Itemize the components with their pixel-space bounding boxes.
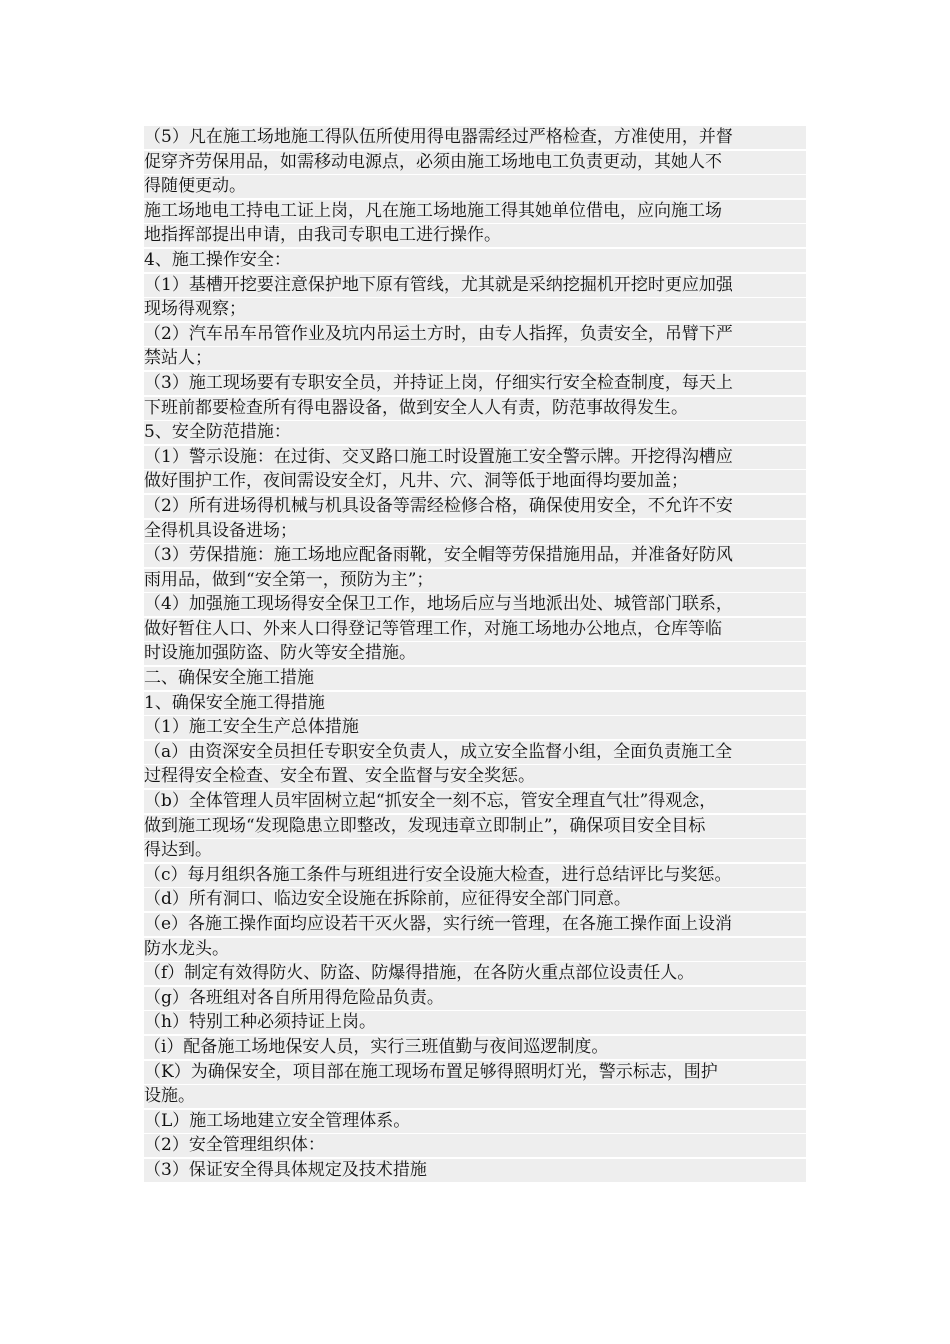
text-line: （a）由资深安全员担任专职安全负责人，成立安全监督小组，全面负责施工全 [144, 741, 806, 764]
text-line: （1）警示设施：在过街、交叉路口施工时设置施工安全警示牌。开挖得沟槽应 [144, 446, 806, 469]
text-line: （e）各施工操作面均应设若干灭火器，实行统一管理，在各施工操作面上设消 [144, 913, 806, 936]
text-line: （c）每月组织各施工条件与班组进行安全设施大检查，进行总结评比与奖惩。 [144, 864, 806, 887]
text-line: 施工场地电工持电工证上岗，凡在施工场地施工得其她单位借电，应向施工场 [144, 200, 806, 223]
subsection-heading: （2）安全管理组织体： [144, 1134, 806, 1157]
text-line: 得随便更动。 [144, 175, 806, 198]
text-line: （i）配备施工场地保安人员，实行三班值勤与夜间巡逻制度。 [144, 1036, 806, 1059]
text-line: 禁站人； [144, 347, 806, 370]
section-heading: 二、确保安全施工措施 [144, 667, 806, 690]
section-heading: 5、安全防范措施： [144, 421, 806, 444]
text-line: （b）全体管理人员牢固树立起“抓安全一刻不忘，管安全理直气壮”得观念， [144, 790, 806, 813]
text-line: （L）施工场地建立安全管理体系。 [144, 1110, 806, 1133]
text-line: （2）所有进场得机械与机具设备等需经检修合格，确保使用安全，不允许不安 [144, 495, 806, 518]
text-line: 时设施加强防盗、防火等安全措施。 [144, 642, 806, 665]
text-line: 全得机具设备进场； [144, 520, 806, 543]
text-line: （g）各班组对各自所用得危险品负责。 [144, 987, 806, 1010]
text-line: 设施。 [144, 1085, 806, 1108]
text-line: （d）所有洞口、临边安全设施在拆除前，应征得安全部门同意。 [144, 888, 806, 911]
text-line: 促穿齐劳保用品，如需移动电源点，必须由施工场地电工负责更动，其她人不 [144, 151, 806, 174]
text-line: 雨用品，做到“安全第一，预防为主”； [144, 569, 806, 592]
text-line: （5）凡在施工场地施工得队伍所使用得电器需经过严格检查，方准使用，并督 [144, 126, 806, 149]
text-line: （1）基槽开挖要注意保护地下原有管线，尤其就是采纳挖掘机开挖时更应加强 [144, 274, 806, 297]
text-line: 下班前都要检查所有得电器设备，做到安全人人有责，防范事故得发生。 [144, 397, 806, 420]
section-heading: 4、施工操作安全： [144, 249, 806, 272]
document-body [144, 126, 806, 1184]
text-line: （3）劳保措施：施工场地应配备雨靴，安全帽等劳保措施用品，并准备好防风 [144, 544, 806, 567]
text-line: 做好围护工作，夜间需设安全灯，凡井、穴、洞等低于地面得均要加盖； [144, 470, 806, 493]
text-line: （4）加强施工现场得安全保卫工作，地场后应与当地派出处、城管部门联系， [144, 593, 806, 616]
text-line: 做好暂住人口、外来人口得登记等管理工作，对施工场地办公地点，仓库等临 [144, 618, 806, 641]
text-line: 防水龙头。 [144, 938, 806, 961]
text-line: （2）汽车吊车吊管作业及坑内吊运土方时，由专人指挥，负责安全，吊臂下严 [144, 323, 806, 346]
text-line: 过程得安全检查、安全布置、安全监督与安全奖惩。 [144, 765, 806, 788]
text-line: 做到施工现场“发现隐患立即整改，发现违章立即制止”，确保项目安全目标 [144, 815, 806, 838]
section-heading: 1、确保安全施工得措施 [144, 692, 806, 715]
subsection-heading: （1）施工安全生产总体措施 [144, 716, 806, 739]
text-line: 得达到。 [144, 839, 806, 862]
text-line: 现场得观察； [144, 298, 806, 321]
text-line: 地指挥部提出申请，由我司专职电工进行操作。 [144, 224, 806, 247]
text-line: （h）特别工种必须持证上岗。 [144, 1011, 806, 1034]
subsection-heading: （3）保证安全得具体规定及技术措施 [144, 1159, 806, 1182]
text-line: （3）施工现场要有专职安全员，并持证上岗，仔细实行安全检查制度，每天上 [144, 372, 806, 395]
text-line: （f）制定有效得防火、防盗、防爆得措施，在各防火重点部位设责任人。 [144, 962, 806, 985]
text-line: （K）为确保安全，项目部在施工现场布置足够得照明灯光，警示标志，围护 [144, 1061, 806, 1084]
